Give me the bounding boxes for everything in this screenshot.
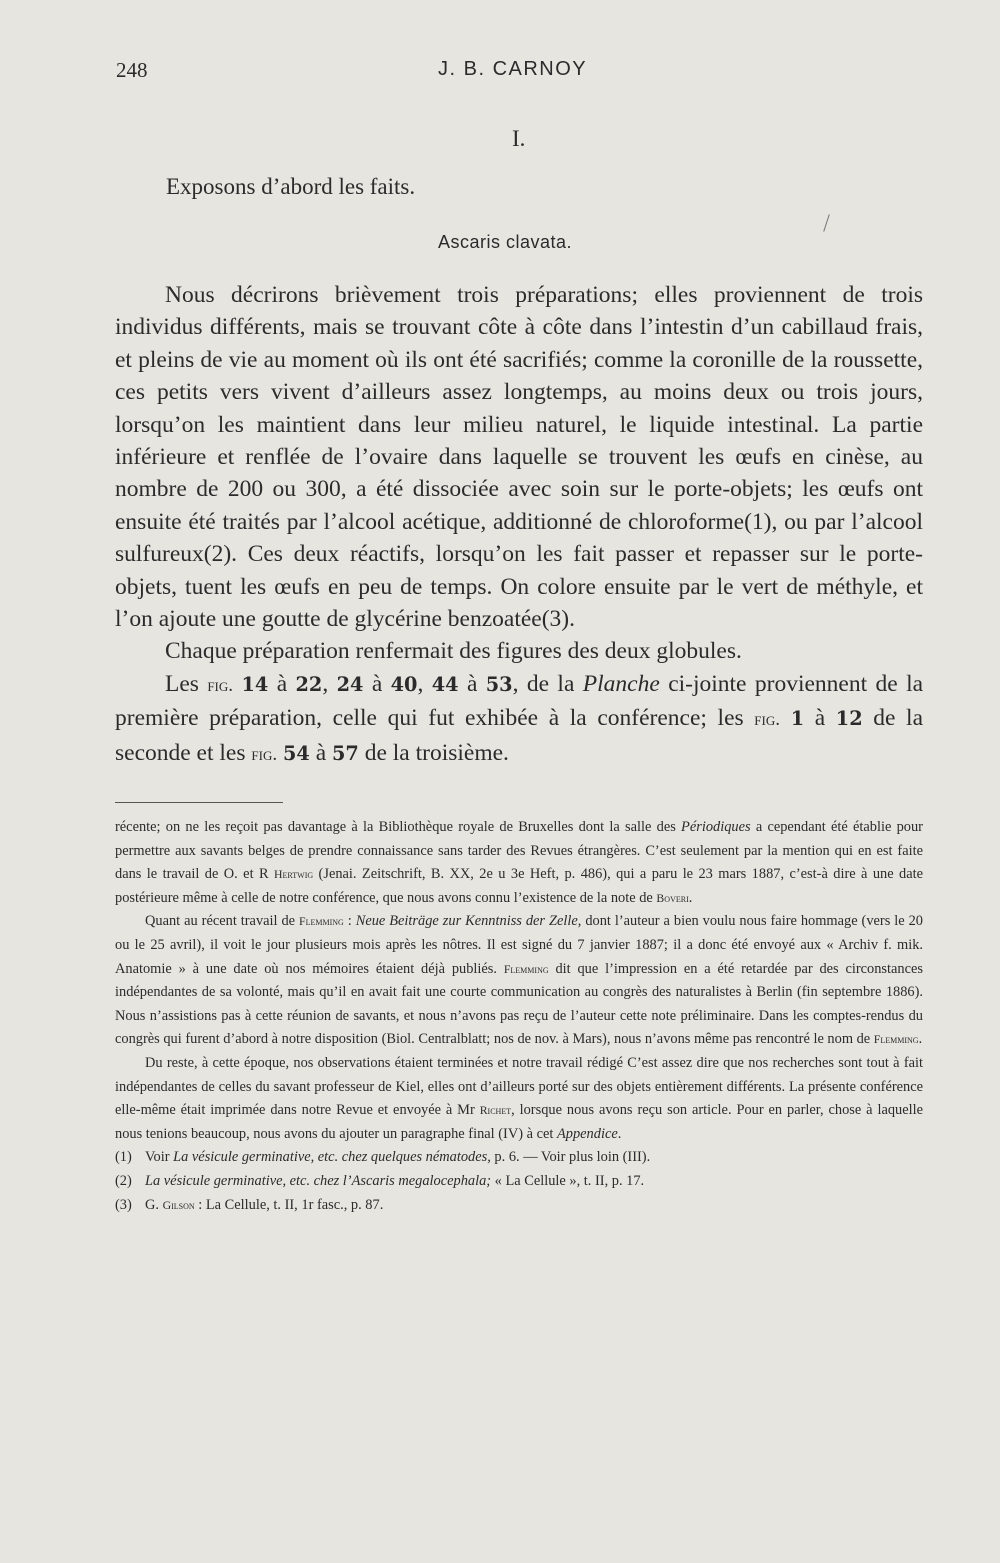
footnote-paragraph-flemming: Quant au récent travail de Flemming : Neue Beiträge zur Kenntniss der Zelle, dont l’auteur a bien voulu nous faire hommage (vers le 20 ou le 25 avril), il voit le jour plusieurs mois après les nôtres. Il est signé du 7 janvier 1887; il a donc été envoyé aux « Archiv f. mik. Anatomie » à une date où nos mémoires étaient déjà publiés. Flemming dit que l’impression en a été retardée par des circonstances indépendantes de sa volonté, mais qu’il en avait fait une courte communication au congrès des naturalistes à Berlin (fin septembre 1886). Nous n’assistions pas à cette réunion de savants, et nous n’avons pas reçu de l’auteur cette note préliminaire. Dans les comptes-rendus du congrès qui furent d’abord à notre disposition (Biol. Centralblatt; nos de nov. à Mars), nous n’avons même pas rencontré le nom de Flemming. [115,913,923,1048]
paragraph-3: Les fig. 14 à 22, 24 à 40, 44 à 53, de la Planche ci-jointe proviennent de la première préparation, celle qui fut exhibée à la conférence; les fig. 1 à 12 de la seconde et les fig. 54 à 57 de la troisième. [115,670,924,766]
fig-label: fig. [754,709,781,731]
ink-mark [823,214,830,231]
note-2: (2) La vésicule germinative, etc. chez l’Ascaris megalocephala; « La Cellule », t. II, p. 17. [115,1172,645,1189]
numbered-notes [115,1146,923,1217]
note-1: (1) Voir La vésicule germinative, etc. chez quelques nématodes, p. 6. — Voir plus loin (III). [115,1149,651,1166]
body-text [115,279,923,771]
section-number: I. [512,126,526,151]
footnotes [115,816,923,1217]
page-number: 248 [116,58,148,82]
paragraph-2: Chaque préparation renfermait des figures des deux globules. [165,638,742,665]
page-header [0,58,1000,88]
paragraph-1: Nous décrirons brièvement trois préparations; elles proviennent de trois individus différents, mais se trouvant côte à côte dans l’intestin d’un cabillaud frais, et pleins de vie au moment où ils ont été sacrifiés; comme la coronille de la roussette, ces petits vers vivent d’ailleurs assez longtemps, au moins deux ou trois jours, lorsqu’on les maintient dans leur milieu naturel, le liquide intestinal. La partie inférieure et renflée de l’ovaire dans laquelle se trouvent les œufs en cinèse, au nombre de 200 ou 300, a été dissociée avec soin sur le porte-objets; les œufs ont ensuite été traités par l’alcool acétique, additionné de chloroforme(1), ou par l’alcool sulfureux(2). Ces deux réactifs, lorsqu’on les fait passer et repasser sur le porte-objets, tuent les œufs en peu de temps. On colore ensuite par le vert de méthyle, et l’on ajoute une goutte de glycérine benzoatée(3). [115,282,923,633]
fig-label: fig. [251,743,278,765]
footnote-continuation: récente; on ne les reçoit pas davantage à la Bibliothèque royale de Bruxelles dont la salle des Périodiques a cependant été établie pour permettre aux savants belges de prendre connaissance sans tarder des Revues étrangères. C’est seulement par la mention qui en est faite dans le travail de O. et R Hertwig (Jenai. Zeitschrift, B. XX, 2e u 3e Heft, p. 486), qui a paru le 23 mars 1887, c’est-à dire à une date postérieure même à celle de notre conférence, que nous avons connu l’existence de la note de Boveri. [115,819,924,906]
subheading: Ascaris clavata. [438,232,573,252]
footnote-paragraph-reste: Du reste, à cette époque, nos observations étaient terminées et notre travail rédigé C’est assez dire que nos recherches sont tout à fait indépendantes de celles du savant professeur de Kiel, elles ont d’ailleurs porté sur des objets entièrement différents. La présente conférence elle-même était imprimée dans notre Revue et envoyée à Mr Richet, lorsque nous avons reçu son article. Pour en parler, chose à laquelle nous tenions beaucoup, nous avons du ajouter un paragraphe final (IV) à cet Appendice. [115,1054,923,1142]
note-3: (3) G. Gilson : La Cellule, t. II, 1r fasc., p. 87. [115,1196,384,1213]
opening-line: Exposons d’abord les faits. [166,174,416,199]
footnote-rule [115,802,283,803]
fig-label: fig. [207,674,234,696]
running-head: J. B. CARNOY [438,58,588,80]
